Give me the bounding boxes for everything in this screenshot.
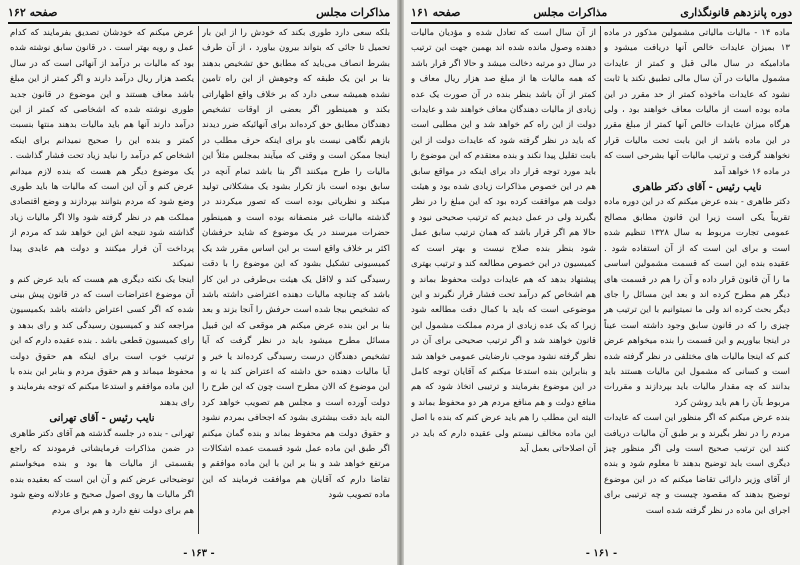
- paragraph: بنده عرض میکنم که اگر منظور این است که عایدات مردم را در نظر بگیرند و بر طبق آن مالیات دریافت کنند این ترتیب صحیح است ولی اگر منظور چیز دیگری است باید توضیح بدهند تا معلوم شود و بنده از آقای وزیر دارائی تقاضا میکنم که در این موضوع توضیح بدهند که مقصود چیست و چه ترتیبی برای اجرای این ماده در نظر گرفته شده است: [604, 413, 790, 516]
- text-column-left: [10, 26, 194, 534]
- text-column-right: [604, 26, 790, 534]
- paragraph: تهرانی - بنده در جلسه گذشته هم آقای دکتر طاهری در ضمن مذاکرات فرمایشاتی فرمودند که راجع بقسمتی از مالیات ها بود و بنده میخواستم توضیحاتی عرض کنم و آن این است که بعقیده بنده اگر مالیات ها روی اصول صحیح و عادلانه وضع شود هم برای دولت نفع دارد و هم برای مردم: [10, 428, 194, 516]
- column-divider: [198, 26, 199, 534]
- header-rule: [8, 22, 390, 24]
- text-column-right: [202, 26, 390, 534]
- paragraph: از آن سال است که تعادل شده و مؤدیان مالیات دهنده وصول مانده شده اند بهمین جهت این ترتیب در سال دو مرتبه دخالت میشد و حالا اگر قرار باشد که همه مالیات ها از مبلغ صد هزار ریال معاف و کمتر از آن باشد بنظر بنده در آن صورت یک عده زیادی از مالیات دهندگان معاف خواهند شد و عایدات دولت از این راه کم خواهد شد و این مطلبی است که باید در نظر گرفته شود که عایدات دولت از این بابت تقلیل پیدا نکند و بنده معتقدم که این موضوع را باید مورد توجه قرار داد برای اینکه در مواقع سابق هم در این خصوص مذاکرات زیادی شده بود و هیئت دولت هم موافقت کرده بود که این مبلغ را در نظر بگیرند ولی در عمل دیدیم که ترتیب صحیحی نبود و حالا هم اگر قرار باشد که همان ترتیب سابق عمل شود بنظر بنده صلاح نیست و بهتر است که کمیسیون در این خصوص مطالعه کند و ترتیب بهتری پیشنهاد بدهد که هم عایدات دولت محفوظ بماند و هم اشخاص کم درآمد تحت فشار قرار نگیرند و این موضوعی است که باید با کمال دقت مطالعه شود زیرا که یک عده زیادی از مردم مملکت مشمول این قانون خواهند شد و اگر ترتیب صحیحی برای آن در نظر گرفته نشود موجب نارضایتی عمومی خواهد شد و بنابراین بنده استدعا میکنم که آقایان توجه کامل در این موضوع بفرمایند و ترتیبی اتخاذ شود که هم منافع دولت و هم منافع مردم هر دو محفوظ بماند و البته این مطلب را هم باید عرض کنم که بنده با اصل این ماده مخالف نیستم ولی عقیده دارم که باید در آن اصلاحاتی بعمل آید: [411, 28, 596, 454]
- column-divider: [600, 26, 601, 534]
- left-page: [0, 0, 398, 565]
- folio: - ۱۶۳ -: [183, 548, 215, 559]
- paragraph: عرض میکنم که خودشان تصدیق بفرمایند که کدام عمل و رویه بهتر است . در قانون سابق نوشته شده بود که مالیات بر درآمد از آنهائی است که در سال یکصد هزار ریال درآمد دارند و اگر کمتر از این مبلغ باشد معاف هستند و این موضوع در قانون جدید طوری نوشته شده که اشخاصی که کمتر از این درآمد دارند آنها هم باید مالیات بدهند منتها بنسبت کمتر و بنده این را صحیح نمیدانم برای اینکه اشخاص کم درآمد را نباید زیاد تحت فشار گذاشت . یک موضوع دیگر هم هست که بنده لازم میدانم عرض کنم و آن این است که مالیات ها باید طوری وضع شود که مردم بتوانند بپردازند و وضع اقتصادی مملکت هم در نظر گرفته شود والا اگر مالیات زیاد گذاشته شود نتیجه اش این خواهد شد که مردم از پرداخت آن فرار میکنند و دولت هم عایدی پیدا نمیکند: [10, 28, 194, 270]
- text-column-left: [411, 26, 596, 534]
- page-number: صفحه ۱۶۱: [411, 5, 461, 19]
- running-header: [411, 3, 792, 21]
- header-title: مذاکرات مجلس: [533, 5, 608, 19]
- header-session: دوره پانزدهم قانونگذاری: [680, 5, 792, 19]
- speaker-heading: نایب رئیس - آقای دکتر طاهری: [632, 182, 762, 194]
- page-number: صفحه ۱۶۲: [8, 5, 58, 19]
- folio: - ۱۶۱ -: [585, 548, 618, 559]
- paragraph: بلکه سعی دارد طوری بکند که خودش را از این بار تحمیل تا جائی که بتواند بیرون بیاورد ، از آن طرف بشرط انصاف می‌باید که مطابق حق تشخیص بدهند بنا بر این یک طبقه که وجوهش از این راه تامین نشده همیشه سعی دارد که بر خلاف واقع اظهاراتی بکند و همینطور اگر بعضی از اوقات تشخیص دهندگان مطابق حق کرده‌اند برای آنهائیکه ضرر دیدند بازهم نگاهی نیست باو برای اینکه حرف مطلب در اینجا ممکن است و وقتی که میآیند بمجلس مثلاً این مالیات را طرح میکنند اگر بنا باشد تمام آنچه در سابق بوده است باز تکرار بشود یک مشکلاتی تولید میکند و نظریاتی بوده است که تصور میکردند در گذشته مالیات غیر منصفانه بوده است و همینطور حضرات میرسند در یک موضوع که شاید حرفشان اکثر بر خلاف واقع است بر این اساس مقرر شد یک کمیسیونی تشکیل بشود که این موضوع را با دقت رسیدگی کند و لااقل یک هیئت بی‌طرفی در این کار باشد که چنانچه مالیات دهنده اعتراضی داشته باشد که تشخیص بیجا شده است حرفش را آنجا بزند و بعد بنا بر این بنده عرض میکنم هر موقعی که این قبیل مسائل مطرح میشود باید در نظر گرفت که آیا تشخیص دهندگان درست رسیدگی کرده‌اند یا خیر و آیا مالیات دهنده حق داشته که اعتراض کند یا نه و این موضوع که الان مطرح است چون که این طرح را دولت آورده است و مجلس هم تصویب خواهد کرد البته باید دقت بیشتری بشود که اجحافی بمردم نشود و حقوق دولت هم محفوظ بماند و بنده گمان میکنم اگر طبق این ماده عمل شود قسمت عمده اشکالات مرتفع خواهد شد و بنا بر این با این ماده موافقم و تقاضا دارم که آقایان هم موافقت فرمایند که این ماده تصویب شود: [202, 28, 390, 501]
- header-title: مذاکرات مجلس: [316, 5, 390, 19]
- right-page: [403, 0, 800, 565]
- running-header: [8, 3, 390, 21]
- header-rule: [411, 22, 792, 24]
- paragraph: اینجا یک نکته دیگری هم هست که باید عرض کنم و آن موضوع اعتراضات است که در قانون پیش بینی شده که اگر کسی اعتراض داشته باشد بکمیسیون مراجعه کند و کمیسیون رسیدگی کند و رای بدهد و رای کمیسیون قطعی باشد . بنده عقیده دارم که این ترتیب خوب است برای اینکه هم حقوق دولت محفوظ میماند و هم حقوق مردم و بنابر این بنده با این ماده موافقم و استدعا میکنم که توجه بفرمایند و رای بدهند: [10, 274, 194, 408]
- speaker-heading: نایب رئیس - آقای تهرانی: [49, 413, 155, 425]
- paragraph: ماده ۱۴ - مالیات مالیاتی مشمولین مذکور در ماده ۱۳ بمیزان عایدات خالص آنها دریافت میشود و مادامیکه در سال مالی قبل و کمتر از عایدات مشمول مالیات در آن سال مالی تطبیق نکند یا ثابت نشود که عایدات ماخوذه کمتر از حد مقرر در این ماده بوده است از مالیات معاف خواهند بود ، ولی هرگاه میزان عایدات خالص آنها کمتر از مبلغ مقرر در این ماده باشد از این بابت تحت مالیات قرار نخواهند گرفت و ترتیب مالیات آنها بشرحی است که در ماده ۱۶ خواهد آمد: [604, 28, 790, 177]
- paragraph: دکتر طاهری - بنده عرض میکنم که در این دوره ماده تقریباً یکی است زیرا این قانون مطابق مصالح عمومی تجارت مربوط به سال ۱۳۲۸ تنظیم شده است و برای این است که از آن استفاده شود . عقیده بنده این است که قسمت مشمولین اساسی ما را آن قانون قرار داده و آن را هم در قسمت های دیگر هم مطرح کرده اند و بعد این مسائل را جای دیگر بحث کرده اند ولی ما نمیتوانیم با این ترتیب هر چیزی را که در قانون سابق وجود داشته است عیناً در اینجا بیاوریم و این قسمت را بنده میخواهم عرض کنم که اینجا مالیات های مختلفی در نظر گرفته شده است و کسانی که مشمول این مالیات هستند باید بدانند که چه مقدار مالیات باید بپردازند و مقررات مربوط بآن را هم باید روشن کرد: [604, 197, 790, 408]
